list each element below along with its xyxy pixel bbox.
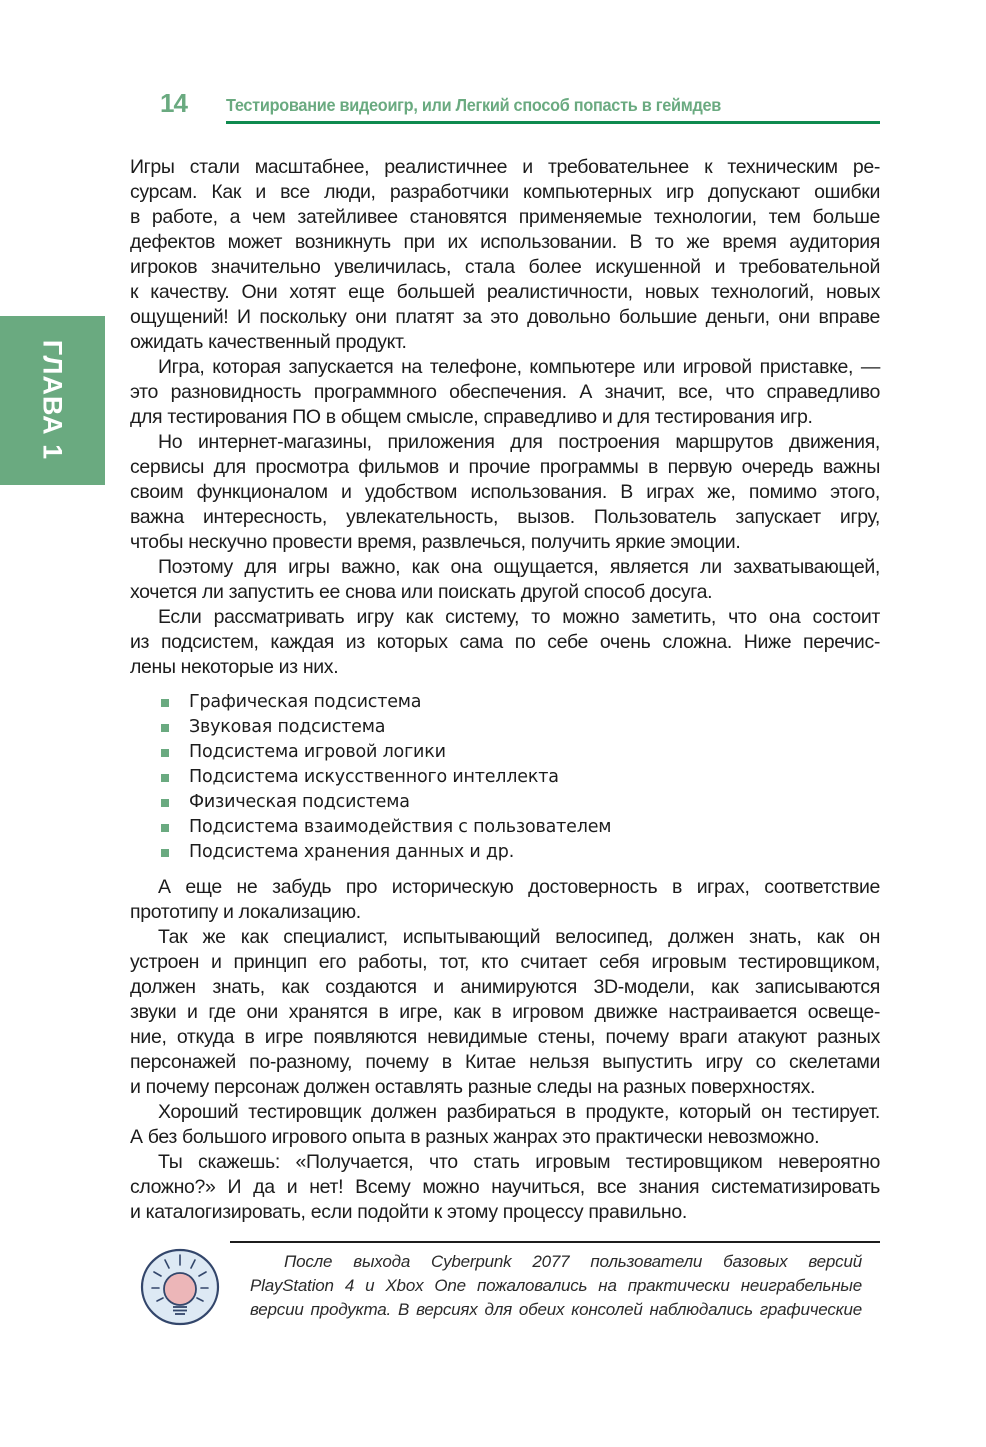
text-line: к качеству. Они хотят еще большей реалистичности, новых технологий, новых	[130, 281, 880, 303]
list-item-label: Подсистема искусственного интеллекта	[189, 767, 559, 787]
text-line: персонажей по-разному, почему в Китае нельзя выпустить игру со скелетами	[130, 1051, 880, 1073]
list-item	[130, 765, 880, 790]
text-line: А еще не забудь про историческую достоверность в играх, соответствие	[158, 876, 880, 898]
list-item	[130, 690, 880, 715]
text-line: сервисы для просмотра фильмов и прочие программы в первую очередь важны	[130, 456, 880, 478]
text-line: для тестирования ПО в общем смысле, справедливо и для тестирования игр.	[130, 406, 813, 428]
text-line: Так же как специалист, испытывающий велосипед, должен знать, как он	[158, 926, 880, 948]
paragraph	[130, 555, 880, 605]
note-text	[250, 1250, 862, 1322]
list-item	[130, 790, 880, 815]
list-item-label: Физическая подсистема	[189, 792, 410, 812]
bullet-square-icon	[161, 749, 169, 757]
list-item-label: Графическая подсистема	[189, 692, 422, 712]
text-line: ние, откуда в игре появляются невидимые стены, почему враги атакуют разных	[130, 1026, 880, 1048]
list-item-label: Подсистема игровой логики	[189, 742, 446, 762]
text-line: А без большого игрового опыта в разных жанрах это практически невозможно.	[130, 1126, 820, 1148]
list-item-label: Подсистема взаимодействия с пользователем	[189, 817, 612, 837]
list-item	[130, 840, 880, 865]
list-item-label: Подсистема хранения данных и др.	[189, 842, 515, 862]
text-line: и почему персонаж должен оставлять разные следы на разных поверхностях.	[130, 1076, 816, 1098]
text-line: Но интернет-магазины, приложения для построения маршрутов движения,	[158, 431, 880, 453]
paragraph	[130, 355, 880, 430]
page-number: 14	[160, 88, 187, 118]
note-rule	[230, 1241, 880, 1243]
paragraph	[130, 430, 880, 555]
text-line: Хороший тестировщик должен разбираться в продукте, который он тестирует.	[158, 1101, 880, 1123]
note-line: PlayStation 4 и Xbox One пожаловались на практически неиграбельные	[250, 1276, 862, 1295]
text-line: дефектов может возникнуть при их использовании. В то же время аудитория	[130, 231, 880, 253]
running-title: Тестирование видеоигр, или Легкий способ попасть в геймдев	[226, 95, 722, 115]
text-line: прототипу и локализацию.	[130, 901, 361, 923]
bullet-square-icon	[161, 699, 169, 707]
text-line: Если рассматривать игру как систему, то можно заметить, что она состоит	[158, 606, 880, 628]
note-line: версии продукта. В версиях для обеих консолей наблюдались графические	[250, 1300, 862, 1319]
text-line: в работе, а чем затейливее становятся применяемые технологии, тем больше	[130, 206, 880, 228]
text-line: устроен и принцип его работы, тот, кто считает себя игровым тестировщиком,	[130, 951, 880, 973]
header-rule	[226, 121, 880, 124]
list-item	[130, 815, 880, 840]
text-line: своим функционалом и удобством использования. В играх же, помимо этого,	[130, 481, 880, 503]
text-line: важна интересность, увлекательность, вызов. Пользователь запускает игру,	[130, 506, 880, 528]
bullet-square-icon	[161, 724, 169, 732]
text-line: ожидать качественный продукт.	[130, 331, 407, 353]
text-line: Игры стали масштабнее, реалистичнее и требовательнее к техническим ре-	[130, 156, 880, 178]
text-line: Игра, которая запускается на телефоне, компьютере или игровой приставке, —	[158, 356, 880, 378]
text-line: ощущений! И поскольку они платят за это довольно большие деньги, они вправе	[130, 306, 880, 328]
paragraphs-before-list	[130, 155, 880, 680]
paragraphs-after-list	[130, 875, 880, 1225]
text-line: Ты скажешь: «Получается, что стать игровым тестировщиком невероятно	[158, 1151, 880, 1173]
bullet-square-icon	[161, 849, 169, 857]
subsystems-list	[130, 690, 880, 865]
note-line: После выхода Cyberpunk 2077 пользователи базовых версий	[284, 1252, 862, 1271]
text-line: сурсам. Как и все люди, разработчики компьютерных игр допускают ошибки	[130, 181, 880, 203]
text-line: игроков значительно увеличилась, стала более искушенной и требовательной	[130, 256, 880, 278]
text-line: сложно?» И да и нет! Всему можно научиться, все знания систематизировать	[130, 1176, 880, 1198]
bullet-square-icon	[161, 824, 169, 832]
chapter-tab	[0, 316, 105, 485]
text-line: Поэтому для игры важно, как она ощущается, является ли захватывающей,	[158, 556, 880, 578]
text-line: из подсистем, каждая из которых сама по себе очень сложна. Ниже перечис-	[130, 631, 880, 653]
bullet-square-icon	[161, 799, 169, 807]
text-line: звуки и где они хранятся в игре, как в игровом движке настраивается освеще-	[130, 1001, 880, 1023]
text-line: лены некоторые из них.	[130, 656, 339, 678]
paragraph	[130, 605, 880, 680]
paragraph	[130, 925, 880, 1100]
chapter-tab-label: ГЛАВА 1	[37, 339, 68, 461]
text-line: хочется ли запустить ее снова или поискать другой способ досуга.	[130, 581, 713, 603]
paragraph	[130, 1150, 880, 1225]
list-item-label: Звуковая подсистема	[189, 717, 386, 737]
paragraph	[130, 875, 880, 925]
text-line: чтобы нескучно провести время, развлечься, получить яркие эмоции.	[130, 531, 741, 553]
text-line: должен знать, как создаются и анимируются 3D-модели, как записываются	[130, 976, 880, 998]
bullet-square-icon	[161, 774, 169, 782]
body-text	[130, 155, 880, 1225]
lightbulb-icon	[138, 1246, 222, 1328]
text-line: это разновидность программного обеспечения. А значит, все, что справедливо	[130, 381, 880, 403]
paragraph	[130, 1100, 880, 1150]
paragraph	[130, 155, 880, 355]
list-item	[130, 715, 880, 740]
text-line: и каталогизировать, если подойти к этому процессу правильно.	[130, 1201, 687, 1223]
list-item	[130, 740, 880, 765]
